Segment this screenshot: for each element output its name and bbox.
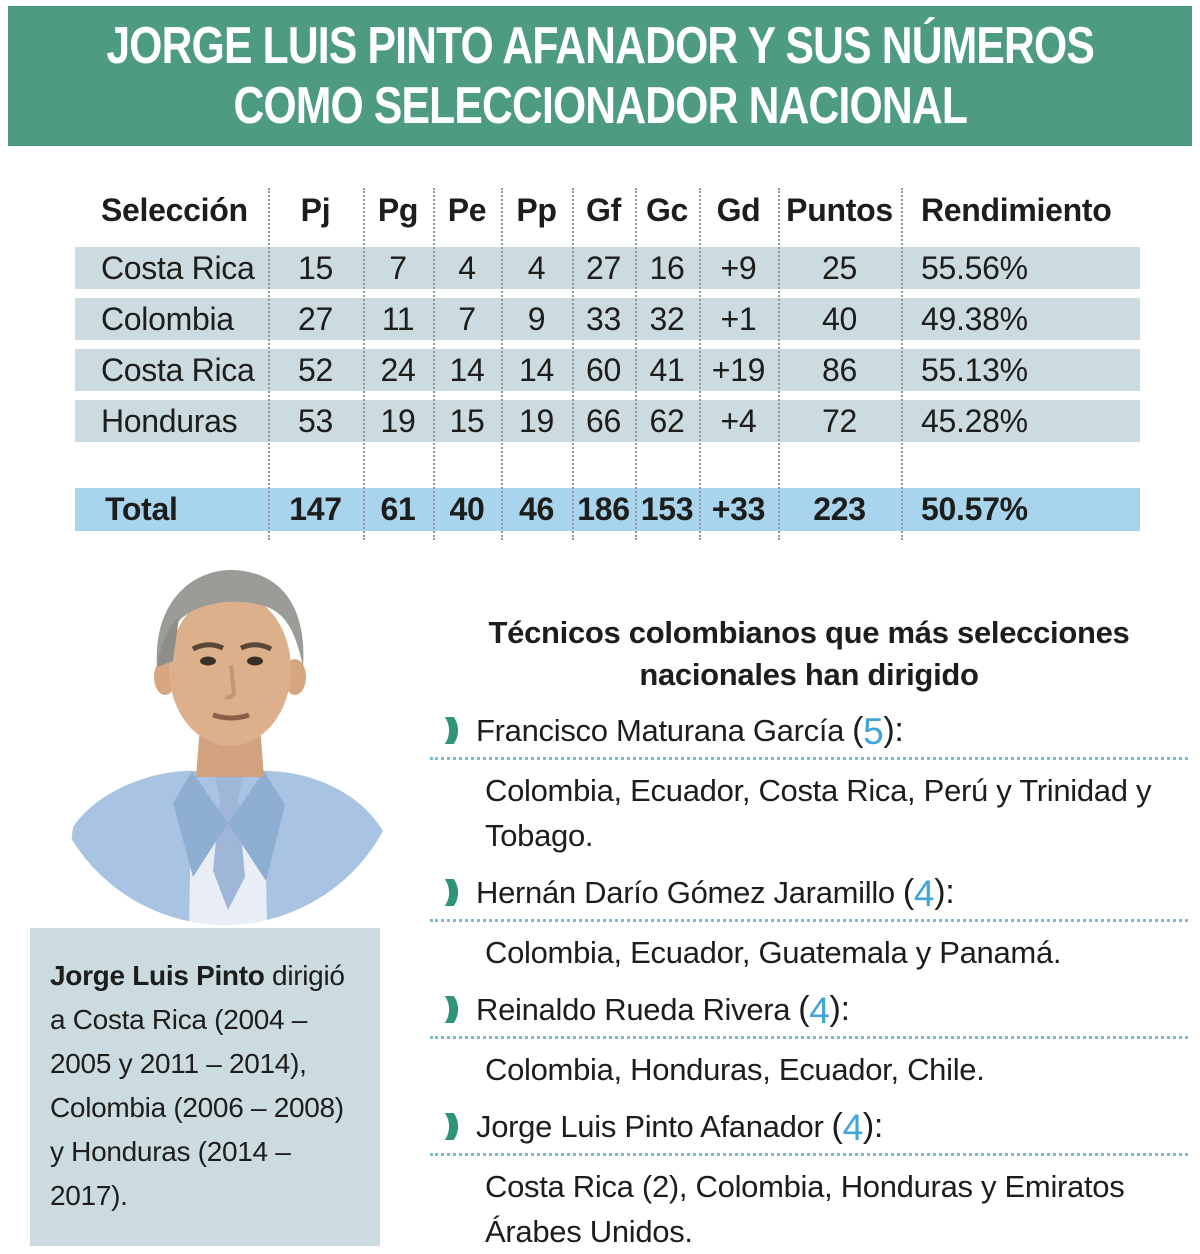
stat-cell: 72 (822, 402, 857, 439)
stat-cell: +9 (720, 249, 757, 286)
team-cell: Costa Rica (101, 351, 255, 388)
chevron-bullet-icon (442, 994, 460, 1025)
stat-cell: +1 (720, 300, 757, 337)
list-item-header (430, 990, 1188, 1039)
stats-table (75, 185, 1140, 545)
column-header: Gc (645, 191, 689, 228)
list-item (430, 873, 1188, 975)
coach-portrait-illustration (45, 565, 405, 925)
stat-cell: 19 (380, 402, 416, 439)
caption-bold-name: Jorge Luis Pinto (50, 960, 265, 991)
list-item (430, 990, 1188, 1092)
stat-cell: 52 (298, 351, 333, 388)
list-item-header (430, 873, 1188, 922)
close-paren: ): (883, 711, 904, 749)
total-cell: 61 (380, 491, 416, 527)
stat-cell: 24 (380, 351, 416, 388)
open-paren: ( (852, 711, 864, 749)
close-paren: ): (862, 1107, 884, 1145)
stat-cell: 45.28% (921, 402, 1028, 439)
coach-name: Jorge Luis Pinto Afanador (476, 1108, 824, 1144)
open-paren: ( (798, 990, 810, 1028)
open-paren: ( (831, 1107, 843, 1145)
coach-teams: Colombia, Honduras, Ecuador, Chile. (485, 1052, 985, 1087)
total-cell: 40 (449, 491, 485, 527)
title-banner (8, 6, 1192, 146)
column-header: Pe (447, 191, 487, 228)
teams-count: 5 (863, 711, 884, 752)
table-total-row (75, 488, 1140, 531)
stat-cell: 15 (449, 402, 485, 439)
stat-cell: 49.38% (921, 300, 1028, 337)
total-cell: 147 (289, 491, 342, 527)
coach-name: Hernán Darío Gómez Jaramillo (476, 874, 895, 910)
column-header: Gd (716, 191, 761, 228)
close-paren: ): (829, 990, 850, 1028)
stat-cell: 25 (822, 249, 857, 286)
page-title-line-2: COMO SELECCIONADOR NACIONAL (233, 77, 967, 135)
column-header: Selección (101, 191, 248, 228)
coaches-list-title: Técnicos colombianos que más selecciones nacionales han dirigido (488, 615, 1130, 692)
stat-cell: 11 (381, 300, 415, 337)
stat-cell: 32 (649, 300, 685, 337)
coach-photo (45, 565, 405, 925)
column-header: Puntos (786, 191, 893, 228)
stat-cell: 14 (519, 351, 554, 388)
table-header-row (75, 185, 1140, 235)
stat-cell: 9 (527, 300, 546, 337)
stat-cell: 4 (527, 249, 546, 286)
caption-text: dirigió a Costa Rica (2004 – 2005 y 2011 – 2014), Colombia (2006 – 2008) y Honduras (2014 – 2017). (50, 960, 345, 1211)
coach-name: Reinaldo Rueda Rivera (476, 991, 791, 1027)
stat-cell: +19 (711, 351, 766, 388)
total-cell: +33 (711, 491, 766, 527)
stat-cell: 27 (298, 300, 333, 337)
stat-cell: 7 (458, 300, 476, 337)
team-cell: Colombia (101, 300, 234, 337)
total-cell: 50.57% (921, 491, 1028, 527)
stat-cell: 16 (649, 249, 685, 286)
column-header: Pp (516, 191, 557, 228)
teams-count: 4 (913, 873, 935, 914)
coach-teams: Costa Rica (2), Colombia, Honduras y Emiratos Árabes Unidos. (485, 1169, 1125, 1249)
column-header: Gf (586, 191, 621, 228)
chevron-bullet-icon (442, 715, 460, 746)
stat-cell: +4 (720, 402, 757, 439)
stat-cell: 7 (389, 249, 407, 286)
stat-cell: 27 (586, 249, 621, 286)
teams-count: 4 (809, 990, 830, 1031)
coaches-section (430, 612, 1188, 1254)
stat-cell: 41 (649, 351, 685, 388)
column-header: Pj (300, 191, 331, 228)
stat-cell: 55.13% (921, 351, 1028, 388)
stat-cell: 40 (822, 300, 857, 337)
total-cell: 46 (519, 491, 554, 527)
coach-name: Francisco Maturana García (476, 712, 845, 748)
team-cell: Honduras (101, 402, 238, 439)
coach-teams: Colombia, Ecuador, Costa Rica, Perú y Trinidad y Tobago. (485, 773, 1152, 853)
stat-cell: 66 (586, 402, 621, 439)
chevron-bullet-icon (442, 877, 460, 908)
page-title-line-1: JORGE LUIS PINTO AFANADOR Y SUS NÚMEROS (106, 17, 1094, 75)
total-cell: 186 (577, 491, 630, 527)
stat-cell: 33 (586, 300, 621, 337)
team-cell: Costa Rica (101, 249, 255, 286)
stat-cell: 53 (298, 402, 333, 439)
stat-cell: 4 (458, 249, 476, 286)
list-item-header (430, 1107, 1188, 1156)
stat-cell: 86 (822, 351, 857, 388)
total-cell: 223 (813, 491, 866, 527)
table-row (75, 298, 1140, 340)
column-header: Rendimiento (921, 191, 1112, 228)
stat-cell: 60 (586, 351, 621, 388)
close-paren: ): (934, 873, 955, 911)
list-item (430, 1107, 1188, 1254)
stat-cell: 19 (519, 402, 554, 439)
list-item-header (430, 711, 1188, 760)
coach-teams: Colombia, Ecuador, Guatemala y Panamá. (485, 935, 1062, 970)
total-cell: 153 (640, 491, 694, 527)
table-row (75, 400, 1140, 442)
stat-cell: 62 (649, 402, 685, 439)
total-label: Total (105, 491, 178, 527)
stat-cell: 15 (298, 249, 333, 286)
column-header: Pg (377, 191, 419, 228)
open-paren: ( (902, 873, 914, 911)
table-row (75, 247, 1140, 289)
list-item (430, 711, 1188, 858)
chevron-bullet-icon (442, 1111, 460, 1142)
stat-cell: 14 (449, 351, 485, 388)
table-row (75, 349, 1140, 391)
stat-cell: 55.56% (921, 249, 1028, 286)
teams-count: 4 (842, 1107, 863, 1148)
caption-box (30, 928, 380, 1246)
